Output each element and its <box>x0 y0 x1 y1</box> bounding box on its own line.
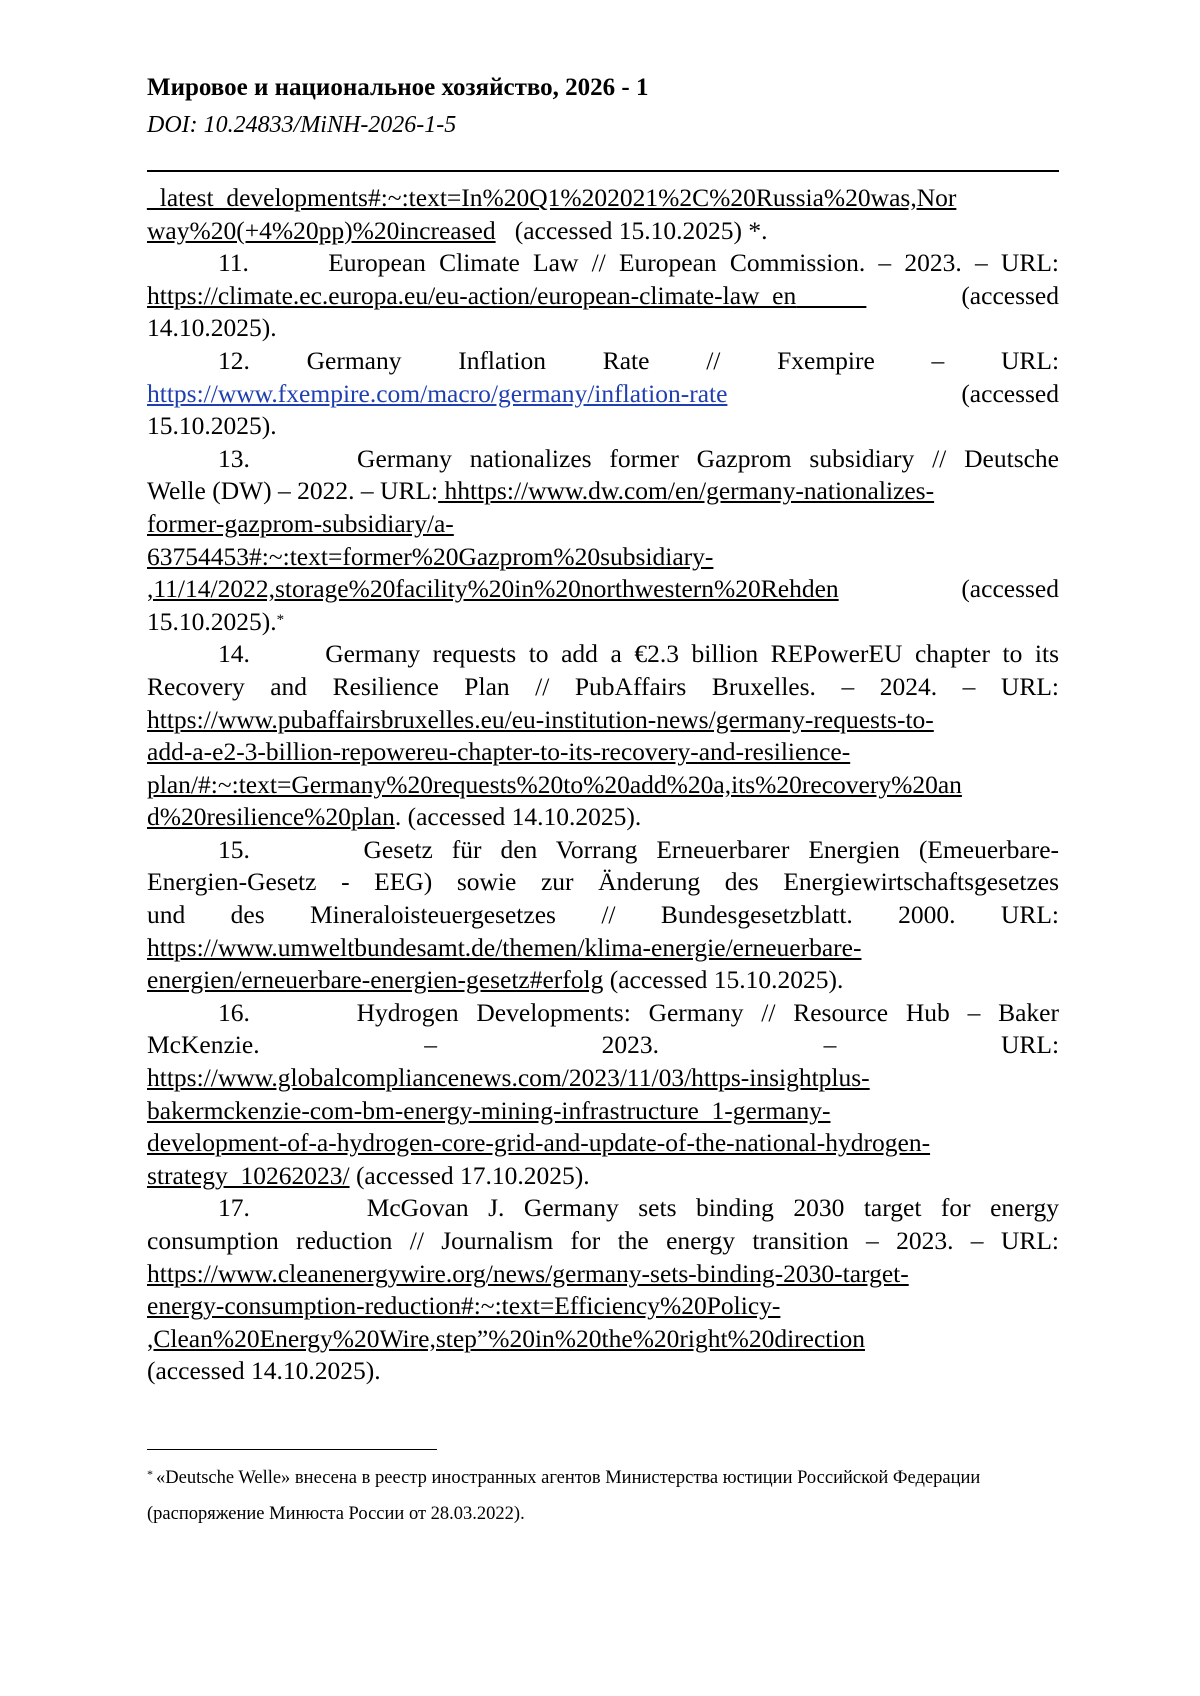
reference-12-word: – <box>931 345 945 375</box>
reference-12-word: Germany <box>306 345 402 375</box>
footnote-text-1: «Deutsche Welle» внесена в реестр иностранных агентов Министерства юстиции Российской Федерации <box>156 1468 981 1488</box>
reference-13-text2: Welle (DW) – 2022. – URL: <box>147 476 439 506</box>
reference-16-line2 <box>147 1029 1059 1062</box>
reference-13-link-part3[interactable]: 63754453#:~:text=former%20Gazprom%20subsidiary- <box>147 541 714 571</box>
reference-14-line5 <box>147 769 1059 802</box>
reference-14-link-part3[interactable]: plan/#:~:text=Germany%20requests%20to%20add%20a,its%20recovery%20an <box>147 769 962 799</box>
reference-16-line5 <box>147 1127 1059 1160</box>
reference-14-text: Germany requests to add a €2.3 billion REPowerEU chapter to its <box>325 639 1059 669</box>
reference-12-line2 <box>147 378 1059 411</box>
reference-14-link[interactable]: https://www.pubaffairsbruxelles.eu/eu-institution-news/germany-requests-to- <box>147 704 934 734</box>
reference-15-accessed: (accessed 15.10.2025). <box>603 965 844 995</box>
reference-11-line2 <box>147 280 1059 313</box>
reference-13 <box>147 443 1059 476</box>
reference-12-date: 15.10.2025). <box>147 411 277 441</box>
reference-16-line3 <box>147 1062 1059 1095</box>
reference-16-text: Hydrogen Developments: Germany // Resource Hub – Baker <box>356 997 1059 1027</box>
reference-13-accessed: (accessed <box>961 574 1059 604</box>
reference-13-line2 <box>147 475 1059 508</box>
reference-13-line5 <box>147 573 1059 606</box>
reference-15-line4 <box>147 932 1059 965</box>
reference-11-text: European Climate Law // European Commission. – 2023. – URL: <box>328 248 1059 278</box>
reference-17-text2: consumption reduction // Journalism for the energy transition – 2023. – URL: <box>147 1226 1059 1255</box>
reference-16-accessed: (accessed 17.10.2025). <box>349 1160 590 1190</box>
reference-10-link[interactable]: _latest_developments#:~:text=In%20Q1%202021%2C%20Russia%20was,Nor <box>147 183 957 212</box>
reference-12-word: // <box>706 345 721 375</box>
reference-16-number: 16. <box>218 997 250 1027</box>
reference-16-word: URL: <box>1000 1030 1060 1060</box>
reference-12-word: URL: <box>1001 345 1060 375</box>
reference-16-link-part4[interactable]: strategy_10262023/ <box>147 1160 350 1190</box>
reference-12-word: Fxempire <box>777 345 875 375</box>
reference-16-word: – <box>823 1030 837 1060</box>
reference-12-link[interactable]: https://www.fxempire.com/macro/germany/inflation-rate <box>147 378 728 408</box>
reference-16-line4 <box>147 1095 1059 1128</box>
reference-17-link-part2[interactable]: energy-consumption-reduction#:~:text=Efficiency%20Policy- <box>147 1291 781 1321</box>
footnote-divider <box>147 1449 437 1450</box>
reference-13-link-part4[interactable]: ,11/14/2022,storage%20facility%20in%20northwestern%20Rehden <box>147 574 839 604</box>
reference-16-link[interactable]: https://www.globalcompliancenews.com/2023/11/03/https-insightplus- <box>147 1063 870 1093</box>
reference-12-number: 12. <box>218 345 250 375</box>
reference-17-link-part3[interactable]: ,Clean%20Energy%20Wire,step”%20in%20the%20right%20direction <box>147 1323 865 1353</box>
journal-title: Мировое и национальное хозяйство, 2026 - 1 <box>147 74 649 101</box>
reference-14-text2: Recovery and Resilience Plan // PubAffairs Bruxelles. – 2024. – URL: <box>147 671 1059 701</box>
reference-14-link-part2[interactable]: add-a-e2-3-billion-repowereu-chapter-to-its-recovery-and-resilience- <box>147 737 851 767</box>
reference-13-line4 <box>147 541 1059 574</box>
reference-16-word: 2023. <box>601 1030 659 1060</box>
reference-14-number: 14. <box>218 639 250 669</box>
reference-17-accessed: (accessed 14.10.2025). <box>147 1356 381 1386</box>
reference-12-accessed: (accessed <box>961 378 1059 408</box>
doi-line: DOI: 10.24833/MiNH-2026-1-5 <box>147 112 457 138</box>
reference-17-link[interactable]: https://www.cleanenergywire.org/news/germany-sets-binding-2030-target- <box>147 1258 909 1288</box>
reference-16-link-part2[interactable]: bakermckenzie-com-bm-energy-mining-infrastructure_1-germany- <box>147 1095 831 1125</box>
reference-16-link-part3[interactable]: development-of-a-hydrogen-core-grid-and-update-of-the-national-hydrogen- <box>147 1128 931 1158</box>
reference-13-link-part2[interactable]: former-gazprom-subsidiary/a- <box>147 508 454 538</box>
reference-14-line6 <box>147 801 1059 834</box>
reference-16-word: McKenzie. <box>147 1030 260 1060</box>
reference-11-line3 <box>147 312 1059 345</box>
reference-16-word: – <box>424 1030 437 1060</box>
reference-15-text2: Energien-Gesetz - EEG) sowie zur Änderung des Energiewirtschaftsgesetzes <box>147 867 1059 897</box>
reference-14-link-part4[interactable]: d%20resilience%20plan <box>147 802 395 832</box>
reference-10-continuation <box>147 182 1059 215</box>
reference-11-number: 11. <box>218 248 249 278</box>
reference-15 <box>147 834 1059 867</box>
reference-17 <box>147 1192 1059 1225</box>
reference-14 <box>147 638 1059 671</box>
reference-14-accessed: . (accessed 14.10.2025). <box>394 802 642 832</box>
reference-11-date: 14.10.2025). <box>147 313 277 343</box>
reference-10-accessed: (accessed 15.10.2025) *. <box>514 215 768 245</box>
footnote <box>147 1460 1059 1532</box>
footnote-mark: * <box>147 1467 153 1481</box>
reference-17-line3 <box>147 1258 1059 1291</box>
reference-10-link-part2[interactable]: way%20(+4%20pp)%20increased <box>147 215 496 245</box>
reference-17-text: McGovan J. Germany sets binding 2030 target for energy <box>366 1193 1059 1223</box>
reference-17-line2 <box>147 1225 1059 1258</box>
reference-12 <box>147 345 1059 378</box>
reference-12-word: Rate <box>602 345 650 375</box>
reference-13-line6 <box>147 606 1059 639</box>
reference-14-line3 <box>147 704 1059 737</box>
reference-15-text3: und des Mineraloisteuergesetzes // Bundesgesetzblatt. 2000. URL: <box>147 900 1059 930</box>
reference-14-line2 <box>147 671 1059 704</box>
reference-13-number: 13. <box>218 443 250 473</box>
reference-10-line2 <box>147 215 1059 248</box>
reference-17-line6 <box>147 1355 1059 1388</box>
reference-17-line5 <box>147 1323 1059 1356</box>
reference-12-word: Inflation <box>458 345 547 375</box>
reference-13-link[interactable]: hhttps://www.dw.com/en/germany-nationalizes- <box>438 476 935 506</box>
reference-14-line4 <box>147 736 1059 769</box>
header-divider <box>147 170 1059 172</box>
reference-17-line4 <box>147 1290 1059 1323</box>
reference-13-date: 15.10.2025). <box>147 606 277 636</box>
reference-12-line3 <box>147 410 1059 443</box>
reference-11-link[interactable]: https://climate.ec.europa.eu/eu-action/european-climate-law_en <box>147 280 797 310</box>
footnote-line-2: (распоряжение Минюста России от 28.03.2022). <box>147 1504 525 1524</box>
reference-15-line3 <box>147 899 1059 932</box>
reference-15-line5 <box>147 964 1059 997</box>
reference-list <box>147 182 1059 1388</box>
reference-16-line6 <box>147 1160 1059 1193</box>
reference-15-line2 <box>147 866 1059 899</box>
reference-15-text: Gesetz für den Vorrang Erneuerbarer Energien (Emeuerbare- <box>363 834 1059 864</box>
reference-11-accessed: (accessed <box>961 280 1059 310</box>
reference-16 <box>147 997 1059 1030</box>
reference-17-number: 17. <box>218 1193 250 1223</box>
reference-15-link-part2[interactable]: energien/erneuerbare-energien-gesetz#erfolg <box>147 965 604 995</box>
reference-15-number: 15. <box>218 834 250 864</box>
footnote-marker[interactable]: * <box>276 611 285 628</box>
reference-11 <box>147 247 1059 280</box>
reference-13-line3 <box>147 508 1059 541</box>
footnote-line-1 <box>147 1460 1059 1496</box>
reference-13-text: Germany nationalizes former Gazprom subsidiary // Deutsche <box>357 443 1060 473</box>
reference-15-link[interactable]: https://www.umweltbundesamt.de/themen/klima-energie/erneuerbare- <box>147 932 862 962</box>
